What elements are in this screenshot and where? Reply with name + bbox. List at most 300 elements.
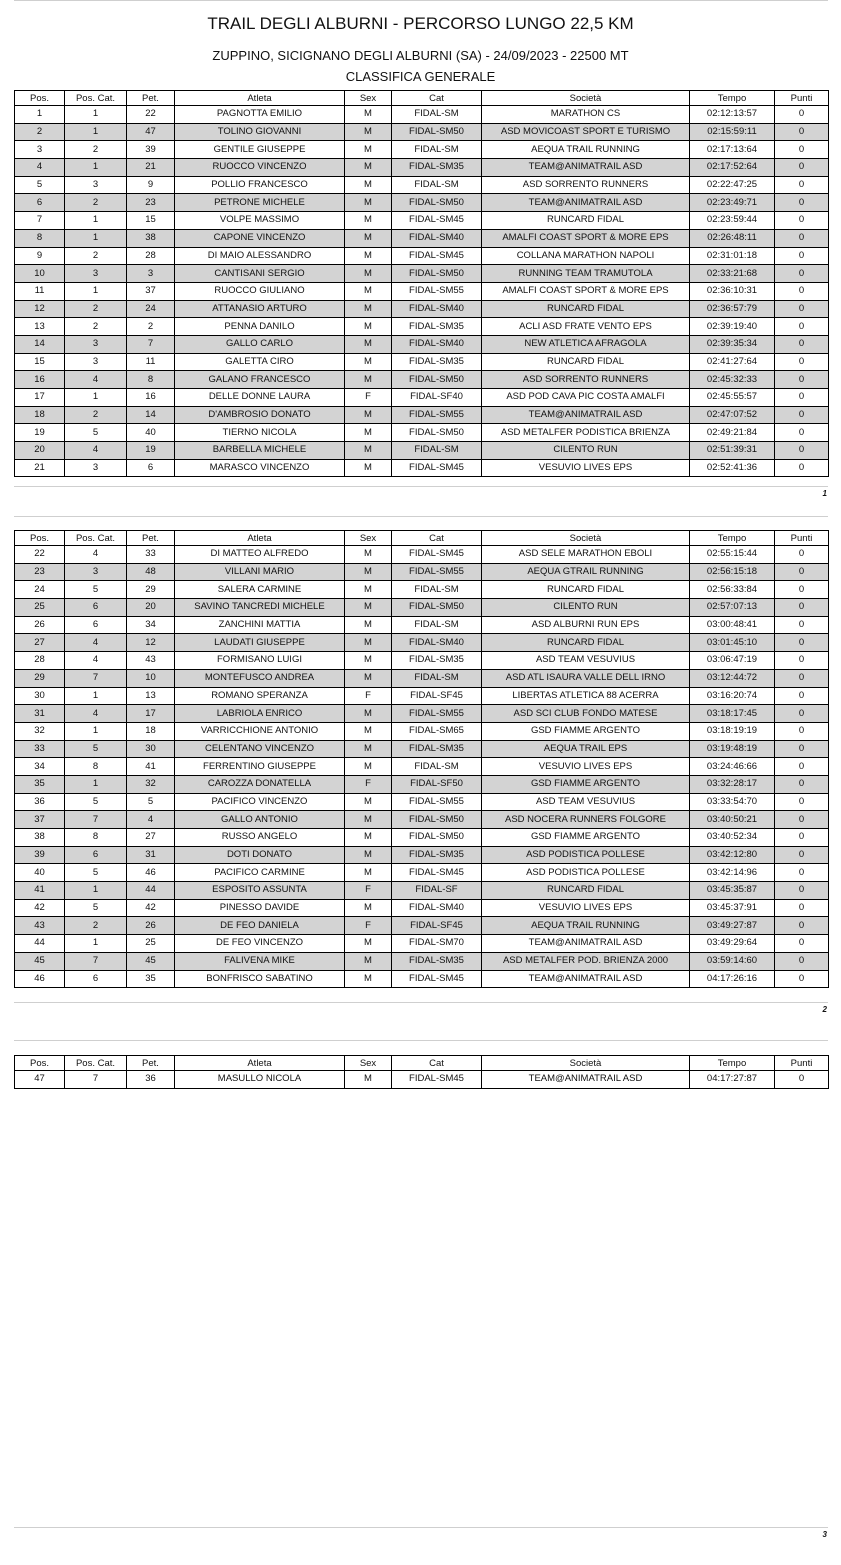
table-row [15, 546, 829, 564]
cell-points: 0 [775, 581, 829, 599]
table-row [15, 846, 829, 864]
cell-pos-cat: 2 [65, 247, 127, 265]
column-header-pos: Pos. [15, 91, 65, 106]
cell-pos-cat: 5 [65, 424, 127, 442]
cell-pet: 34 [127, 616, 175, 634]
cell-cat: FIDAL-SM40 [392, 300, 482, 318]
cell-time: 03:32:28:17 [690, 775, 775, 793]
cell-sex: M [345, 247, 392, 265]
cell-pos: 22 [15, 546, 65, 564]
cell-pos-cat: 1 [65, 282, 127, 300]
cell-time: 02:12:13:57 [690, 106, 775, 124]
cell-athlete: CAPONE VINCENZO [175, 229, 345, 247]
cell-club: ASD NOCERA RUNNERS FOLGORE [482, 811, 690, 829]
cell-cat: FIDAL-SM [392, 758, 482, 776]
cell-points: 0 [775, 740, 829, 758]
column-header-sex: Sex [345, 1056, 392, 1071]
cell-sex: M [345, 546, 392, 564]
page-3-top-rule [14, 1040, 828, 1041]
cell-pos: 11 [15, 282, 65, 300]
cell-pos-cat: 6 [65, 846, 127, 864]
cell-sex: M [345, 652, 392, 670]
cell-club: ASD TEAM VESUVIUS [482, 652, 690, 670]
cell-cat: FIDAL-SM [392, 442, 482, 460]
cell-pos-cat: 2 [65, 194, 127, 212]
cell-time: 02:45:55:57 [690, 389, 775, 407]
cell-sex: M [345, 616, 392, 634]
table-row [15, 265, 829, 283]
cell-sex: M [345, 335, 392, 353]
cell-sex: M [345, 159, 392, 177]
table-row [15, 581, 829, 599]
cell-club: TEAM@ANIMATRAIL ASD [482, 970, 690, 988]
cell-points: 0 [775, 194, 829, 212]
cell-pos-cat: 5 [65, 899, 127, 917]
cell-pos-cat: 4 [65, 652, 127, 670]
cell-club: LIBERTAS ATLETICA 88 ACERRA [482, 687, 690, 705]
cell-points: 0 [775, 141, 829, 159]
cell-athlete: MASULLO NICOLA [175, 1071, 345, 1089]
cell-sex: F [345, 882, 392, 900]
cell-sex: M [345, 970, 392, 988]
column-header-cat: Cat [392, 1056, 482, 1071]
cell-sex: M [345, 563, 392, 581]
cell-athlete: FORMISANO LUIGI [175, 652, 345, 670]
cell-sex: M [345, 758, 392, 776]
table-row [15, 899, 829, 917]
cell-athlete: TIERNO NICOLA [175, 424, 345, 442]
cell-club: RUNCARD FIDAL [482, 353, 690, 371]
cell-pos-cat: 7 [65, 669, 127, 687]
event-subtitle: ZUPPINO, SICIGNANO DEGLI ALBURNI (SA) - 24/09/2023 - 22500 MT [212, 48, 629, 63]
column-header-time: Tempo [690, 91, 775, 106]
cell-pos: 9 [15, 247, 65, 265]
cell-pet: 16 [127, 389, 175, 407]
cell-time: 03:06:47:19 [690, 652, 775, 670]
cell-athlete: DOTI DONATO [175, 846, 345, 864]
cell-sex: M [345, 123, 392, 141]
column-header-points: Punti [775, 531, 829, 546]
cell-sex: M [345, 935, 392, 953]
cell-cat: FIDAL-SM55 [392, 406, 482, 424]
cell-cat: FIDAL-SM [392, 106, 482, 124]
cell-cat: FIDAL-SM35 [392, 846, 482, 864]
column-header-pet: Pet. [127, 1056, 175, 1071]
cell-pos: 8 [15, 229, 65, 247]
cell-pet: 46 [127, 864, 175, 882]
cell-pet: 6 [127, 459, 175, 477]
table-row [15, 563, 829, 581]
cell-time: 02:57:07:13 [690, 599, 775, 617]
cell-club: CILENTO RUN [482, 599, 690, 617]
cell-cat: FIDAL-SM45 [392, 970, 482, 988]
cell-pos-cat: 1 [65, 882, 127, 900]
table-row [15, 424, 829, 442]
cell-pos-cat: 1 [65, 212, 127, 230]
cell-time: 02:17:13:64 [690, 141, 775, 159]
cell-athlete: DE FEO DANIELA [175, 917, 345, 935]
table-row [15, 229, 829, 247]
cell-pos: 45 [15, 952, 65, 970]
cell-time: 02:56:33:84 [690, 581, 775, 599]
cell-cat: FIDAL-SM50 [392, 123, 482, 141]
cell-pet: 18 [127, 722, 175, 740]
cell-cat: FIDAL-SM35 [392, 740, 482, 758]
cell-pos-cat: 7 [65, 1071, 127, 1089]
cell-points: 0 [775, 758, 829, 776]
cell-cat: FIDAL-SF [392, 882, 482, 900]
cell-pos: 25 [15, 599, 65, 617]
table-row [15, 882, 829, 900]
cell-pos: 29 [15, 669, 65, 687]
column-header-points: Punti [775, 1056, 829, 1071]
cell-pet: 10 [127, 669, 175, 687]
cell-pet: 31 [127, 846, 175, 864]
cell-athlete: ESPOSITO ASSUNTA [175, 882, 345, 900]
cell-points: 0 [775, 335, 829, 353]
column-header-athlete: Atleta [175, 1056, 345, 1071]
cell-club: ASD ALBURNI RUN EPS [482, 616, 690, 634]
cell-points: 0 [775, 599, 829, 617]
cell-pet: 48 [127, 563, 175, 581]
table-row [15, 829, 829, 847]
cell-athlete: PINESSO DAVIDE [175, 899, 345, 917]
table-row [15, 371, 829, 389]
cell-club: GSD FIAMME ARGENTO [482, 775, 690, 793]
cell-cat: FIDAL-SF45 [392, 687, 482, 705]
cell-pos: 5 [15, 176, 65, 194]
cell-club: RUNCARD FIDAL [482, 882, 690, 900]
cell-club: GSD FIAMME ARGENTO [482, 722, 690, 740]
cell-points: 0 [775, 459, 829, 477]
table-row [15, 282, 829, 300]
cell-club: COLLANA MARATHON NAPOLI [482, 247, 690, 265]
cell-points: 0 [775, 829, 829, 847]
cell-athlete: GALANO FRANCESCO [175, 371, 345, 389]
cell-pos: 6 [15, 194, 65, 212]
cell-sex: M [345, 176, 392, 194]
cell-pos: 37 [15, 811, 65, 829]
column-header-club: Società [482, 1056, 690, 1071]
cell-club: RUNCARD FIDAL [482, 581, 690, 599]
cell-pet: 8 [127, 371, 175, 389]
header-row [15, 91, 829, 106]
cell-cat: FIDAL-SM40 [392, 899, 482, 917]
cell-athlete: GENTILE GIUSEPPE [175, 141, 345, 159]
cell-cat: FIDAL-SM55 [392, 793, 482, 811]
cell-points: 0 [775, 406, 829, 424]
cell-time: 02:23:59:44 [690, 212, 775, 230]
cell-pos: 28 [15, 652, 65, 670]
cell-sex: F [345, 917, 392, 935]
cell-pos-cat: 1 [65, 106, 127, 124]
cell-pos: 44 [15, 935, 65, 953]
cell-time: 02:39:19:40 [690, 318, 775, 336]
column-header-pet: Pet. [127, 91, 175, 106]
column-header-pos: Pos. [15, 1056, 65, 1071]
cell-pet: 41 [127, 758, 175, 776]
cell-club: CILENTO RUN [482, 442, 690, 460]
cell-pet: 4 [127, 811, 175, 829]
cell-pet: 26 [127, 917, 175, 935]
cell-pos: 47 [15, 1071, 65, 1089]
cell-club: ASD ATL ISAURA VALLE DELL IRNO [482, 669, 690, 687]
cell-pet: 5 [127, 793, 175, 811]
cell-sex: M [345, 371, 392, 389]
cell-cat: FIDAL-SM55 [392, 705, 482, 723]
cell-athlete: PAGNOTTA EMILIO [175, 106, 345, 124]
cell-cat: FIDAL-SF40 [392, 389, 482, 407]
column-header-cat: Cat [392, 531, 482, 546]
cell-time: 02:33:21:68 [690, 265, 775, 283]
cell-club: ASD METALFER PODISTICA BRIENZA [482, 424, 690, 442]
cell-club: ASD SORRENTO RUNNERS [482, 176, 690, 194]
column-header-points: Punti [775, 91, 829, 106]
cell-pos-cat: 8 [65, 758, 127, 776]
cell-pos-cat: 4 [65, 371, 127, 389]
cell-points: 0 [775, 899, 829, 917]
cell-time: 03:59:14:60 [690, 952, 775, 970]
cell-athlete: FALIVENA MIKE [175, 952, 345, 970]
cell-cat: FIDAL-SM50 [392, 265, 482, 283]
cell-athlete: PENNA DANILO [175, 318, 345, 336]
cell-pos-cat: 3 [65, 335, 127, 353]
cell-pos: 24 [15, 581, 65, 599]
cell-sex: M [345, 899, 392, 917]
results-table-page-3 [14, 1055, 829, 1089]
cell-time: 03:45:37:91 [690, 899, 775, 917]
header-row [15, 1056, 829, 1071]
cell-cat: FIDAL-SM35 [392, 318, 482, 336]
cell-time: 03:16:20:74 [690, 687, 775, 705]
cell-athlete: DI MATTEO ALFREDO [175, 546, 345, 564]
cell-sex: F [345, 775, 392, 793]
table-row [15, 811, 829, 829]
cell-time: 03:24:46:66 [690, 758, 775, 776]
cell-points: 0 [775, 229, 829, 247]
cell-sex: M [345, 864, 392, 882]
cell-pet: 3 [127, 265, 175, 283]
table-row [15, 970, 829, 988]
table-row [15, 652, 829, 670]
cell-sex: M [345, 669, 392, 687]
cell-cat: FIDAL-SM45 [392, 546, 482, 564]
column-header-pos-cat: Pos. Cat. [65, 1056, 127, 1071]
cell-time: 02:56:15:18 [690, 563, 775, 581]
cell-cat: FIDAL-SM40 [392, 229, 482, 247]
cell-cat: FIDAL-SM50 [392, 811, 482, 829]
cell-pet: 25 [127, 935, 175, 953]
cell-club: ASD POD CAVA PIC COSTA AMALFI [482, 389, 690, 407]
cell-time: 03:18:19:19 [690, 722, 775, 740]
cell-cat: FIDAL-SM35 [392, 952, 482, 970]
cell-cat: FIDAL-SM40 [392, 335, 482, 353]
cell-time: 02:52:41:36 [690, 459, 775, 477]
column-header-pos-cat: Pos. Cat. [65, 531, 127, 546]
column-header-athlete: Atleta [175, 531, 345, 546]
column-header-club: Società [482, 91, 690, 106]
cell-sex: M [345, 229, 392, 247]
cell-pos-cat: 1 [65, 229, 127, 247]
cell-pos-cat: 2 [65, 917, 127, 935]
cell-points: 0 [775, 123, 829, 141]
cell-cat: FIDAL-SM50 [392, 829, 482, 847]
cell-cat: FIDAL-SM50 [392, 194, 482, 212]
table-row [15, 758, 829, 776]
cell-pos: 3 [15, 141, 65, 159]
cell-points: 0 [775, 1071, 829, 1089]
cell-points: 0 [775, 811, 829, 829]
cell-pos: 39 [15, 846, 65, 864]
cell-sex: M [345, 793, 392, 811]
cell-club: TEAM@ANIMATRAIL ASD [482, 159, 690, 177]
cell-points: 0 [775, 846, 829, 864]
cell-club: AEQUA GTRAIL RUNNING [482, 563, 690, 581]
cell-pos: 1 [15, 106, 65, 124]
cell-pos-cat: 5 [65, 864, 127, 882]
cell-athlete: GALLO CARLO [175, 335, 345, 353]
cell-time: 03:42:12:80 [690, 846, 775, 864]
cell-pos: 36 [15, 793, 65, 811]
cell-athlete: MONTEFUSCO ANDREA [175, 669, 345, 687]
cell-pet: 7 [127, 335, 175, 353]
cell-pos-cat: 5 [65, 740, 127, 758]
cell-pos-cat: 1 [65, 159, 127, 177]
column-header-cat: Cat [392, 91, 482, 106]
cell-athlete: PETRONE MICHELE [175, 194, 345, 212]
cell-time: 03:33:54:70 [690, 793, 775, 811]
cell-pos-cat: 4 [65, 546, 127, 564]
cell-athlete: ATTANASIO ARTURO [175, 300, 345, 318]
table-row [15, 247, 829, 265]
cell-club: RUNCARD FIDAL [482, 212, 690, 230]
table-row [15, 634, 829, 652]
cell-club: TEAM@ANIMATRAIL ASD [482, 1071, 690, 1089]
table-row [15, 300, 829, 318]
cell-pet: 22 [127, 106, 175, 124]
cell-pos-cat: 2 [65, 300, 127, 318]
cell-time: 03:40:52:34 [690, 829, 775, 847]
table-row [15, 599, 829, 617]
cell-pos: 19 [15, 424, 65, 442]
cell-pos: 27 [15, 634, 65, 652]
cell-points: 0 [775, 775, 829, 793]
cell-time: 03:00:48:41 [690, 616, 775, 634]
cell-athlete: GALLO ANTONIO [175, 811, 345, 829]
table-row [15, 389, 829, 407]
cell-pos-cat: 6 [65, 970, 127, 988]
cell-pos-cat: 1 [65, 935, 127, 953]
cell-club: ASD PODISTICA POLLESE [482, 864, 690, 882]
cell-pet: 2 [127, 318, 175, 336]
cell-athlete: BONFRISCO SABATINO [175, 970, 345, 988]
page-title: TRAIL DEGLI ALBURNI - PERCORSO LUNGO 22,5 KM [207, 14, 634, 33]
cell-pet: 30 [127, 740, 175, 758]
cell-sex: M [345, 581, 392, 599]
cell-time: 03:42:14:96 [690, 864, 775, 882]
table-row [15, 1071, 829, 1089]
cell-athlete: LABRIOLA ENRICO [175, 705, 345, 723]
cell-points: 0 [775, 265, 829, 283]
cell-pet: 37 [127, 282, 175, 300]
column-header-sex: Sex [345, 531, 392, 546]
cell-sex: F [345, 389, 392, 407]
header-row [15, 531, 829, 546]
cell-pos-cat: 2 [65, 406, 127, 424]
column-header-pet: Pet. [127, 531, 175, 546]
cell-sex: M [345, 212, 392, 230]
cell-athlete: ROMANO SPERANZA [175, 687, 345, 705]
cell-pet: 23 [127, 194, 175, 212]
cell-cat: FIDAL-SM50 [392, 371, 482, 389]
cell-athlete: DE FEO VINCENZO [175, 935, 345, 953]
cell-pet: 14 [127, 406, 175, 424]
cell-club: NEW ATLETICA AFRAGOLA [482, 335, 690, 353]
cell-cat: FIDAL-SM45 [392, 212, 482, 230]
page-1-bottom-rule [14, 486, 828, 487]
cell-pet: 19 [127, 442, 175, 460]
column-header-club: Società [482, 531, 690, 546]
cell-pet: 40 [127, 424, 175, 442]
results-table-page-2 [14, 530, 829, 988]
cell-points: 0 [775, 176, 829, 194]
table-row [15, 442, 829, 460]
cell-pos: 2 [15, 123, 65, 141]
cell-athlete: RUOCCO GIULIANO [175, 282, 345, 300]
cell-sex: M [345, 829, 392, 847]
cell-points: 0 [775, 442, 829, 460]
cell-time: 02:45:32:33 [690, 371, 775, 389]
cell-time: 02:36:57:79 [690, 300, 775, 318]
cell-pos-cat: 2 [65, 141, 127, 159]
cell-pet: 47 [127, 123, 175, 141]
cell-club: ASD SORRENTO RUNNERS [482, 371, 690, 389]
cell-time: 02:22:47:25 [690, 176, 775, 194]
cell-athlete: TOLINO GIOVANNI [175, 123, 345, 141]
cell-points: 0 [775, 546, 829, 564]
cell-sex: M [345, 722, 392, 740]
cell-pos: 15 [15, 353, 65, 371]
cell-sex: M [345, 141, 392, 159]
cell-sex: M [345, 811, 392, 829]
cell-pos: 42 [15, 899, 65, 917]
cell-pos-cat: 5 [65, 793, 127, 811]
cell-cat: FIDAL-SM50 [392, 599, 482, 617]
cell-time: 02:39:35:34 [690, 335, 775, 353]
cell-athlete: CANTISANI SERGIO [175, 265, 345, 283]
cell-pet: 27 [127, 829, 175, 847]
cell-pet: 36 [127, 1071, 175, 1089]
cell-pos-cat: 7 [65, 811, 127, 829]
cell-pos-cat: 3 [65, 265, 127, 283]
page-number-3: 3 [822, 1530, 827, 1539]
cell-pos: 18 [15, 406, 65, 424]
cell-points: 0 [775, 970, 829, 988]
cell-points: 0 [775, 616, 829, 634]
table-row [15, 705, 829, 723]
column-header-sex: Sex [345, 91, 392, 106]
cell-athlete: CELENTANO VINCENZO [175, 740, 345, 758]
cell-sex: M [345, 952, 392, 970]
cell-pos: 7 [15, 212, 65, 230]
cell-points: 0 [775, 917, 829, 935]
cell-cat: FIDAL-SM [392, 141, 482, 159]
table-row [15, 722, 829, 740]
table-row [15, 740, 829, 758]
cell-points: 0 [775, 371, 829, 389]
cell-pos: 12 [15, 300, 65, 318]
cell-club: AEQUA TRAIL EPS [482, 740, 690, 758]
